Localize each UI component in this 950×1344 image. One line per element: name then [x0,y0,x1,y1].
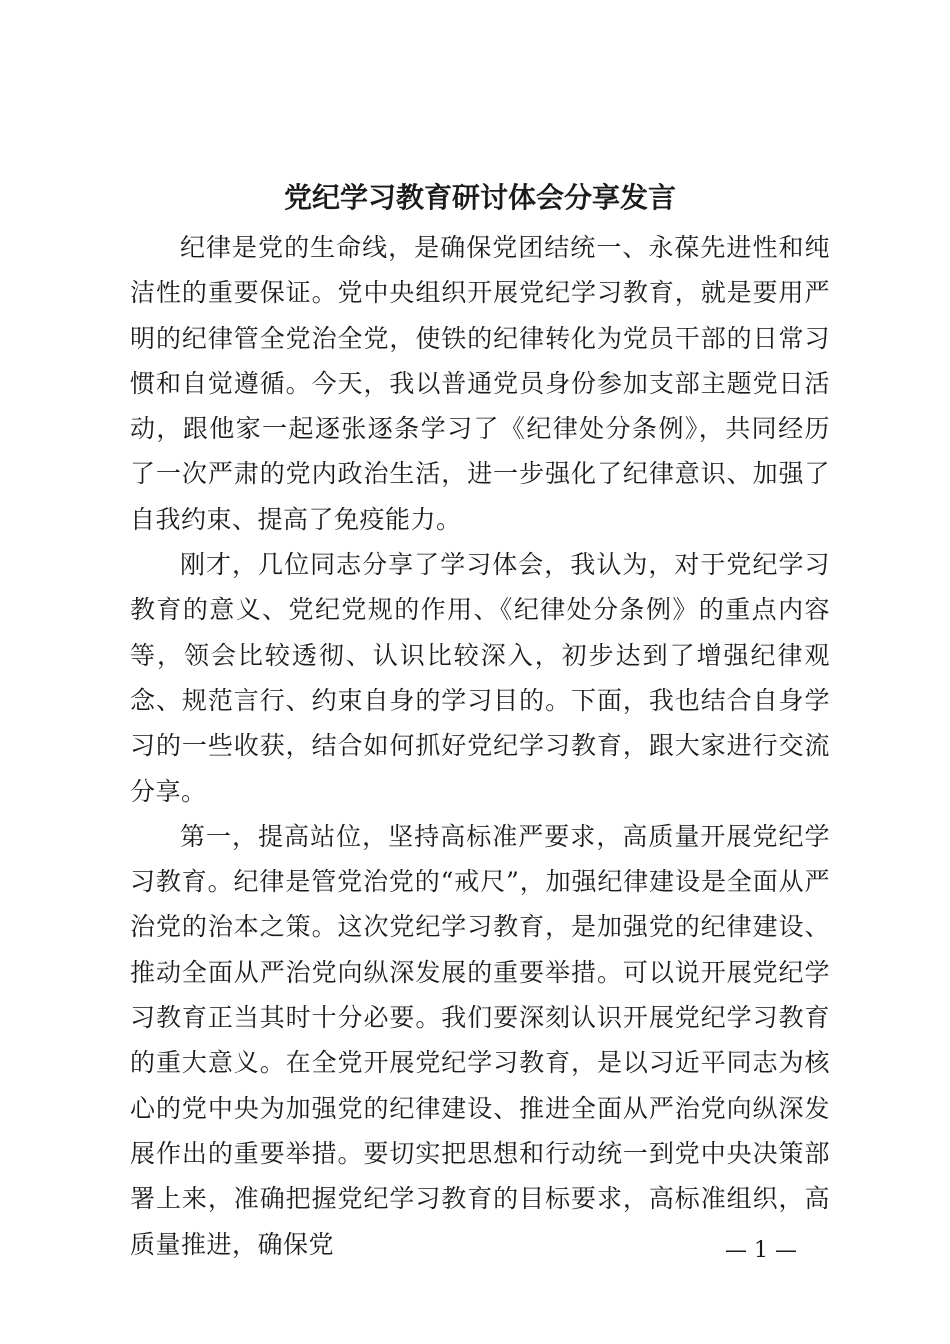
paragraph-1: 纪律是党的生命线，是确保党团结统一、永葆先进性和纯洁性的重要保证。党中央组织开展党纪学习教育，就是要用严明的纪律管全党治全党，使铁的纪律转化为党员干部的日常习惯和自觉遵循。今天，我以普通党员身份参加支部主题党日活动，跟他家一起逐张逐条学习了《纪律处分条例》，共同经历了一次严肃的党内政治生活，进一步强化了纪律意识、加强了自我约束、提高了免疫能力。 [130,233,830,534]
page-number: — 1 — [725,1238,797,1263]
paragraph-2: 刚才，几位同志分享了学习体会，我认为，对于党纪学习教育的意义、党纪党规的作用、《纪律处分条例》的重点内容等，领会比较透彻、认识比较深入，初步达到了增强纪律观念、规范言行、约束自身的学习目的。下面，我也结合自身学习的一些收获，结合如何抓好党纪学习教育，跟大家进行交流分享。 [130,550,830,806]
paragraph-3: 第一，提高站位，坚持高标准严要求，高质量开展党纪学习教育。纪律是管党治党的“戒尺”，加强纪律建设是全面从严治党的治本之策。这次党纪学习教育，是加强党的纪律建设、推动全面从严治党向纵深发展的重要举措。可以说开展党纪学习教育正当其时十分必要。我们要深刻认识开展党纪学习教育的重大意义。在全党开展党纪学习教育，是以习近平同志为核心的党中央为加强党的纪律建设、推进全面从严治党向纵深发展作出的重要举措。要切实把思想和行动统一到党中央决策部署上来，准确把握党纪学习教育的目标要求，高标准组织，高质量推进，确保党 [130,821,830,1259]
document-title: 党纪学习教育研讨体会分享发言 [283,181,676,214]
document-body [130,225,830,1267]
